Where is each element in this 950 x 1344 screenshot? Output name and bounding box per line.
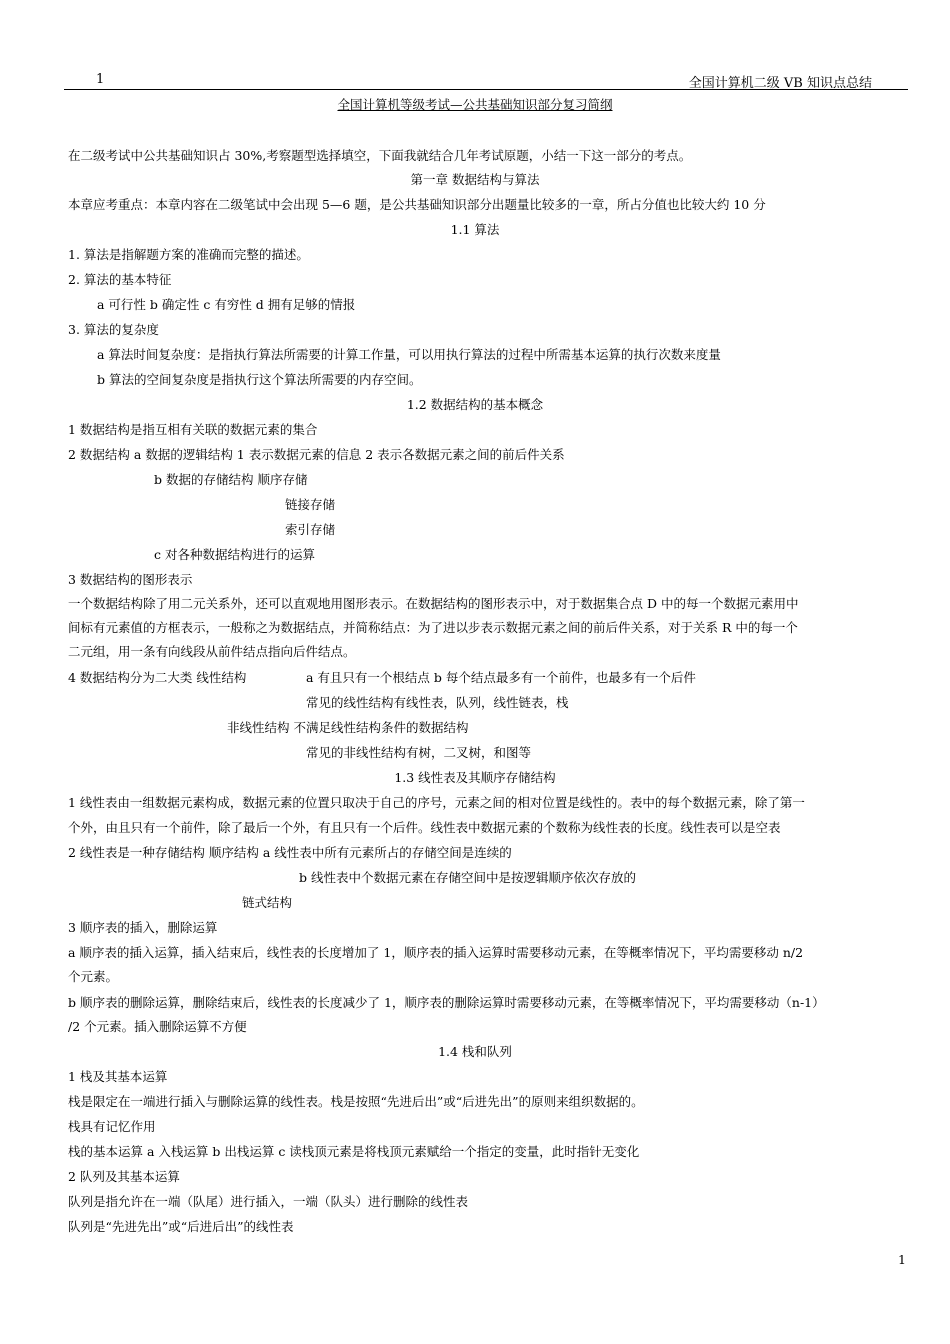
text-line: 队列是“先进先出”或“后进后出”的线性表 xyxy=(68,1219,294,1234)
text-line: 栈的基本运算 a 入栈运算 b 出栈运算 c 读栈顶元素是将栈顶元素赋给一个指定的变量，此时指针无变化 xyxy=(68,1144,640,1159)
text-line: 2 数据结构 a 数据的逻辑结构 1 表示数据元素的信息 2 表示各数据元素之间的前后件关系 xyxy=(68,447,565,462)
text-line: 1. 算法是指解题方案的准确而完整的描述。 xyxy=(68,247,309,262)
chapter-title: 第一章 数据结构与算法 xyxy=(410,172,540,187)
text-line: 非线性结构 不满足线性结构条件的数据结构 xyxy=(227,720,469,735)
text-line: 1 数据结构是指互相有关联的数据元素的集合 xyxy=(68,422,318,437)
section-title-1-3: 1.3 线性表及其顺序存储结构 xyxy=(394,770,556,785)
text-line: c 对各种数据结构进行的运算 xyxy=(154,547,315,562)
header-document-title: 全国计算机二级 VB 知识点总结 xyxy=(688,76,872,91)
text-line: 个元素。 xyxy=(68,969,119,984)
text-line: 2. 算法的基本特征 xyxy=(68,272,172,287)
text-line: 间标有元素值的方框表示，一般称之为数据结点，并简称结点：为了进以步表示数据元素之间的前后件关系，对于关系 R 中的每一个 xyxy=(68,620,798,635)
text-line: 一个数据结构除了用二元关系外，还可以直观地用图形表示。在数据结构的图形表示中，对于数据集合点 D 中的每一个数据元素用中 xyxy=(68,596,799,611)
text-line: 1 栈及其基本运算 xyxy=(68,1069,168,1084)
text-line: 常见的非线性结构有树，二叉树，和图等 xyxy=(306,745,532,760)
text-line: 个外，由且只有一个前件，除了最后一个外，有且只有一个后件。线性表中数据元素的个数称为线性表的长度。线性表可以是空表 xyxy=(68,820,781,835)
text-line: a 算法时间复杂度：是指执行算法所需要的计算工作量，可以用执行算法的过程中所需基本运算的执行次数来度量 xyxy=(97,347,721,362)
text-line: 1 线性表由一组数据元素构成，数据元素的位置只取决于自己的序号，元素之间的相对位置是线性的。表中的每个数据元素，除了第一 xyxy=(68,795,805,810)
text-line: 链式结构 xyxy=(242,895,293,910)
text-line: 2 队列及其基本运算 xyxy=(68,1169,180,1184)
section-title-1-2: 1.2 数据结构的基本概念 xyxy=(406,397,544,412)
header-page-number: 1 xyxy=(96,72,105,87)
text-line: b 数据的存储结构 顺序存储 xyxy=(154,472,308,487)
text-line: /2 个元素。插入删除运算不方便 xyxy=(68,1019,247,1034)
header-rule xyxy=(64,89,908,90)
text-line: b 线性表中个数据元素在存储空间中是按逻辑顺序依次存放的 xyxy=(299,870,636,885)
text-line: 栈是限定在一端进行插入与删除运算的线性表。栈是按照“先进后出”或“后进先出”的原则来组织数据的。 xyxy=(68,1094,644,1109)
text-line: 3 数据结构的图形表示 xyxy=(68,572,193,587)
section-title-1-1: 1.1 算法 xyxy=(450,222,500,237)
text-line: b 算法的空间复杂度是指执行这个算法所需要的内存空间。 xyxy=(97,372,422,387)
text-line: 常见的线性结构有线性表，队列，线性链表，栈 xyxy=(306,695,569,710)
intro-paragraph: 在二级考试中公共基础知识占 30%,考察题型选择填空，下面我就结合几年考试原题，小结一下这一部分的考点。 xyxy=(68,148,692,163)
text-line: 队列是指允许在一端（队尾）进行插入，一端（队头）进行删除的线性表 xyxy=(68,1194,469,1209)
text-line: 栈具有记忆作用 xyxy=(68,1119,156,1134)
document-title: 全国计算机等级考试—公共基础知识部分复习简纲 xyxy=(337,97,613,112)
text-line: b 顺序表的删除运算，删除结束后，线性表的长度减少了 1，顺序表的删除运算时需要移动元素，在等概率情况下，平均需要移动（n-1） xyxy=(68,995,825,1010)
footer-page-number: 1 xyxy=(898,1252,906,1267)
text-line: a 有且只有一个根结点 b 每个结点最多有一个前件，也最多有一个后件 xyxy=(306,670,696,685)
text-line: 索引存储 xyxy=(285,522,336,537)
text-line: 3 顺序表的插入，删除运算 xyxy=(68,920,218,935)
text-line: 二元组，用一条有向线段从前件结点指向后件结点。 xyxy=(68,644,356,659)
text-line: 2 线性表是一种存储结构 顺序结构 a 线性表中所有元素所占的存储空间是连续的 xyxy=(68,845,512,860)
text-line: 链接存储 xyxy=(285,497,336,512)
chapter-focus: 本章应考重点：本章内容在二级笔试中会出现 5—6 题，是公共基础知识部分出题量比较多的一章，所占分值也比较大约 10 分 xyxy=(68,197,766,212)
text-line: a 顺序表的插入运算，插入结束后，线性表的长度增加了 1，顺序表的插入运算时需要移动元素，在等概率情况下，平均需要移动 n/2 xyxy=(68,945,804,960)
text-line: a 可行性 b 确定性 c 有穷性 d 拥有足够的情报 xyxy=(97,297,356,312)
section-title-1-4: 1.4 栈和队列 xyxy=(438,1044,512,1059)
text-line: 4 数据结构分为二大类 线性结构 xyxy=(68,670,247,685)
text-line: 3. 算法的复杂度 xyxy=(68,322,159,337)
